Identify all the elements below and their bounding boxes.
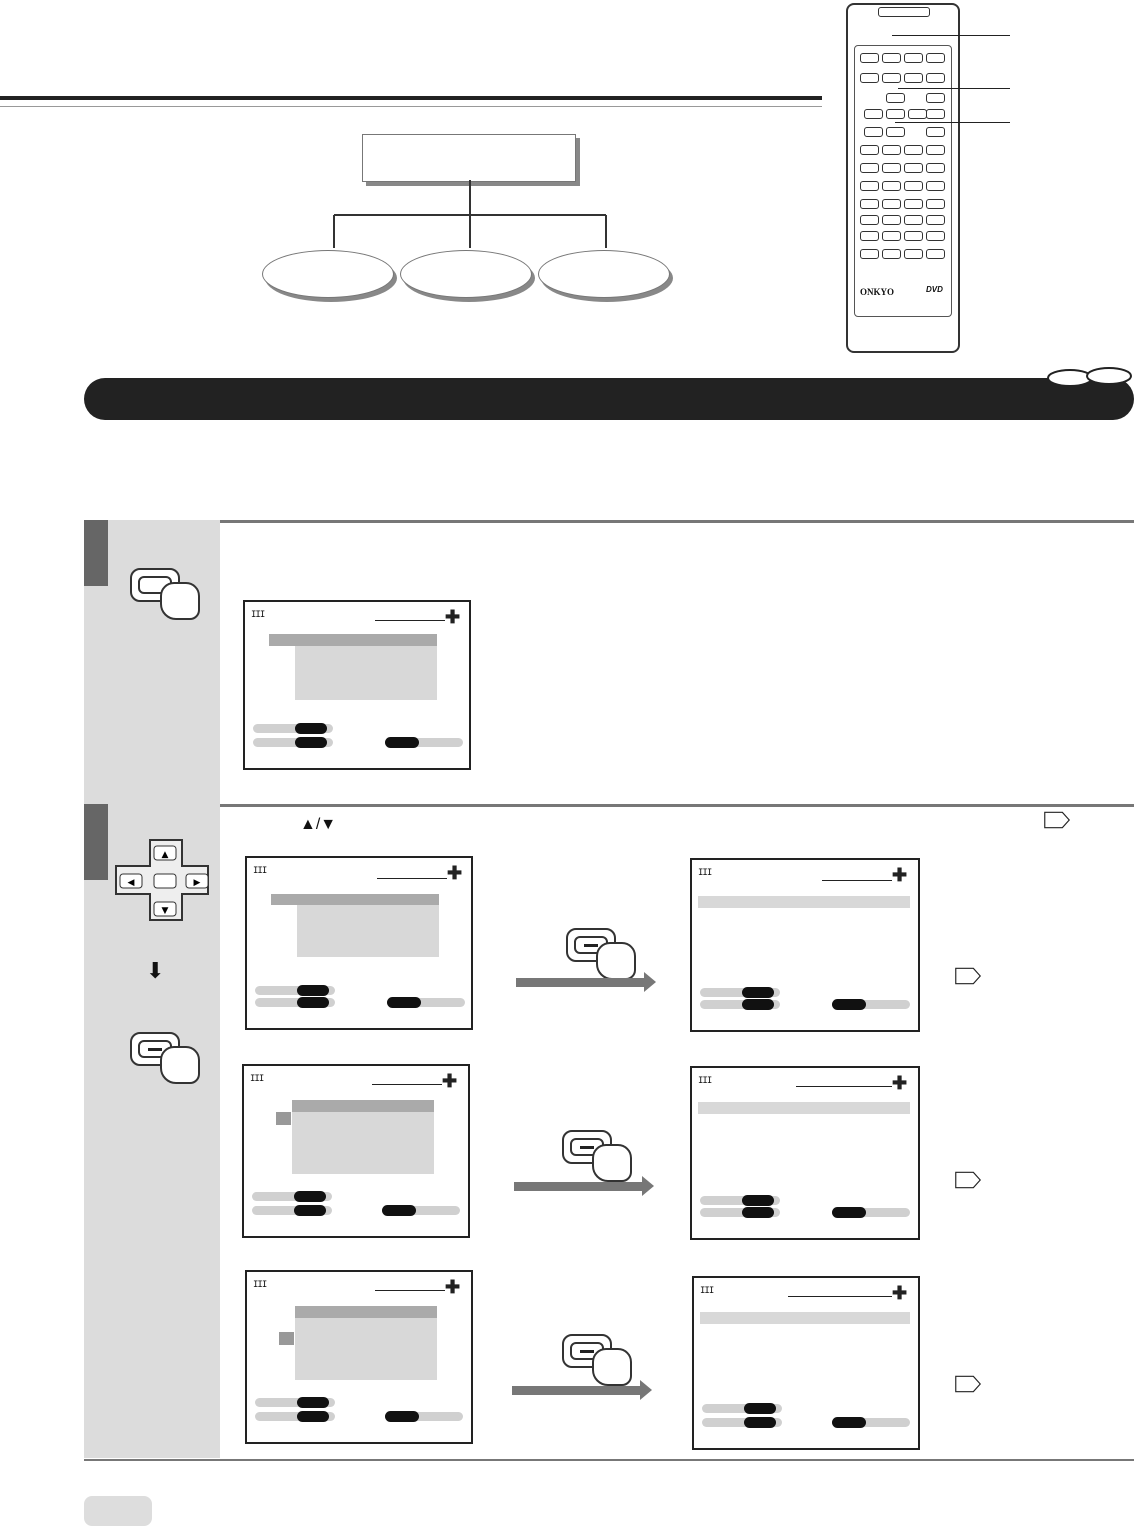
row2-arrow-head <box>642 1176 654 1196</box>
menu-tree-child-1 <box>262 250 394 298</box>
row3-result-screen: III ✚ <box>692 1276 920 1450</box>
reference-icon <box>955 966 981 986</box>
step1-rule <box>220 520 1134 523</box>
section-band-decoration <box>1045 364 1133 388</box>
row1-arrow <box>516 978 644 987</box>
row3-menu-screen: III ✚ <box>245 1270 473 1444</box>
menu-tree-root <box>362 134 576 182</box>
row2-menu-screen: III ✚ <box>242 1064 470 1238</box>
menu-tree-child-3 <box>538 250 670 298</box>
section-header-band <box>84 378 1134 420</box>
svg-text:▲: ▲ <box>161 850 169 860</box>
row2-arrow <box>514 1182 642 1191</box>
step1-number-tab <box>84 520 108 586</box>
remote-callout-1 <box>892 35 1010 36</box>
remote-callout-3 <box>895 122 1010 123</box>
hand-icon <box>592 1144 632 1182</box>
page-number-tab <box>84 1496 152 1526</box>
hand-icon <box>596 942 636 980</box>
screen-icon: III <box>251 610 265 620</box>
row2-result-screen: III ✚ <box>690 1066 920 1240</box>
bottom-rule <box>84 1459 1134 1461</box>
hand-icon <box>160 1046 200 1084</box>
row1-menu-screen: III ✚ <box>245 856 473 1030</box>
header-rule-thin <box>0 106 822 107</box>
step2-number-tab <box>84 804 108 880</box>
svg-text:▶: ▶ <box>193 878 201 888</box>
menu-tree-child-2 <box>400 250 532 298</box>
cursor-pad-illustration <box>112 838 220 936</box>
remote-control <box>846 3 960 353</box>
reference-icon <box>955 1170 981 1190</box>
header-rule <box>0 96 822 100</box>
svg-text:▼: ▼ <box>161 906 169 916</box>
reference-icon <box>955 1374 981 1394</box>
remote-brand: ONKYO <box>860 287 895 297</box>
menu-tree-connectors <box>330 180 620 252</box>
row3-arrow-head <box>640 1380 652 1400</box>
step2-arrow-keys: ▲/▼ <box>300 816 337 833</box>
row1-result-screen: III ✚ <box>690 858 920 1032</box>
row1-arrow-head <box>644 972 656 992</box>
remote-callout-2 <box>898 88 1010 89</box>
row3-arrow <box>512 1386 640 1395</box>
hand-icon <box>160 582 200 620</box>
hand-icon <box>592 1348 632 1386</box>
reference-icon <box>1044 810 1070 830</box>
down-arrow-icon: ⬇ <box>146 958 165 983</box>
svg-text:◀: ◀ <box>127 878 135 888</box>
step1-screen: III ✚ <box>243 600 471 770</box>
remote-dvd-badge: DVD <box>926 285 943 294</box>
step2-rule <box>220 804 1134 807</box>
